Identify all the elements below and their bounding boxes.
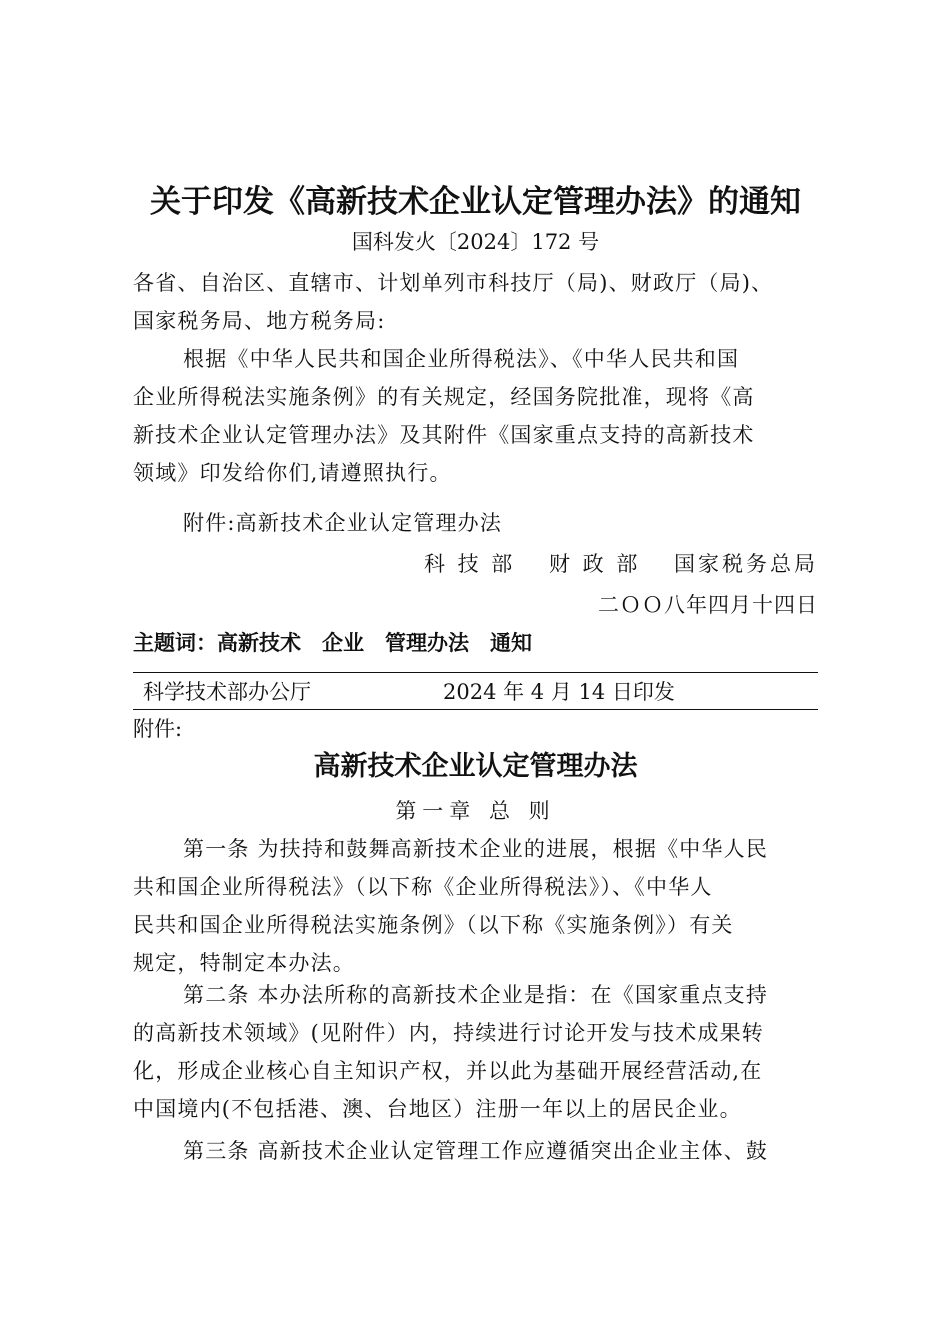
article-line: 规定，特制定本办法。 bbox=[133, 951, 355, 975]
body-line: 企业所得税法实施条例》的有关规定，经国务院批准，现将《高 bbox=[133, 385, 755, 409]
top-divider bbox=[133, 672, 818, 673]
attachment-line-text: 附件:高新技术企业认定管理办法 bbox=[183, 511, 503, 535]
body-line: 领域》印发给你们,请遵照执行。 bbox=[133, 461, 452, 485]
subject-keywords: 主题词：高新技术 企业 管理办法 通知 bbox=[133, 631, 532, 655]
article-line: 的高新技术领域》(见附件）内，持续进行讨论开发与技术成果转 bbox=[133, 1021, 764, 1045]
recipients-line: 各省、自治区、直辖市、计划单列市科技厅（局)、财政厅（局)、 bbox=[133, 271, 774, 295]
attachment-label: 附件: bbox=[133, 717, 183, 741]
recipients bbox=[133, 264, 818, 340]
document-number: 国科发火〔2024〕172 号 bbox=[351, 230, 600, 254]
notice-body bbox=[133, 340, 818, 492]
attachment-line bbox=[133, 504, 818, 542]
body-line: 新技术企业认定管理办法》及其附件《国家重点支持的高新技术 bbox=[133, 423, 755, 447]
issue-date: 2024 年 4 月 14 日印发 bbox=[443, 680, 675, 704]
issuer: 科学技术部办公厅 bbox=[143, 680, 311, 704]
signatories: 科 技 部 财 政 部 国家税务总局 bbox=[423, 552, 818, 576]
article-line: 第一条 为扶持和鼓舞高新技术企业的进展，根据《中华人民 bbox=[183, 837, 769, 861]
article-line: 第三条 高新技术企业认定管理工作应遵循突出企业主体、鼓 bbox=[183, 1139, 769, 1163]
article-2 bbox=[133, 976, 818, 1128]
article-line: 民共和国企业所得税法实施条例》（以下称《实施条例》）有关 bbox=[133, 913, 734, 937]
article-line: 化，形成企业核心自主知识产权，并以此为基础开展经营活动,在 bbox=[133, 1059, 763, 1083]
notice-date: 二ＯＯ八年四月十四日 bbox=[598, 593, 818, 617]
article-line: 共和国企业所得税法》（以下称《企业所得税法》）、《中华人 bbox=[133, 875, 713, 899]
body-line: 根据《中华人民共和国企业所得税法》、《中华人民共和国 bbox=[183, 347, 740, 371]
article-1 bbox=[133, 830, 818, 982]
article-line: 中国境内(不包括港、澳、台地区）注册一年以上的居民企业。 bbox=[133, 1097, 742, 1121]
article-line: 第二条 本办法所称的高新技术企业是指：在《国家重点支持 bbox=[183, 983, 769, 1007]
article-3 bbox=[133, 1132, 818, 1170]
bottom-divider bbox=[133, 709, 818, 710]
recipients-line: 国家税务局、地方税务局: bbox=[133, 309, 386, 333]
notice-title: 关于印发《高新技术企业认定管理办法》的通知 bbox=[150, 184, 801, 220]
chapter-heading: 第一章 总 则 bbox=[395, 799, 556, 823]
attachment-title: 高新技术企业认定管理办法 bbox=[313, 751, 638, 782]
